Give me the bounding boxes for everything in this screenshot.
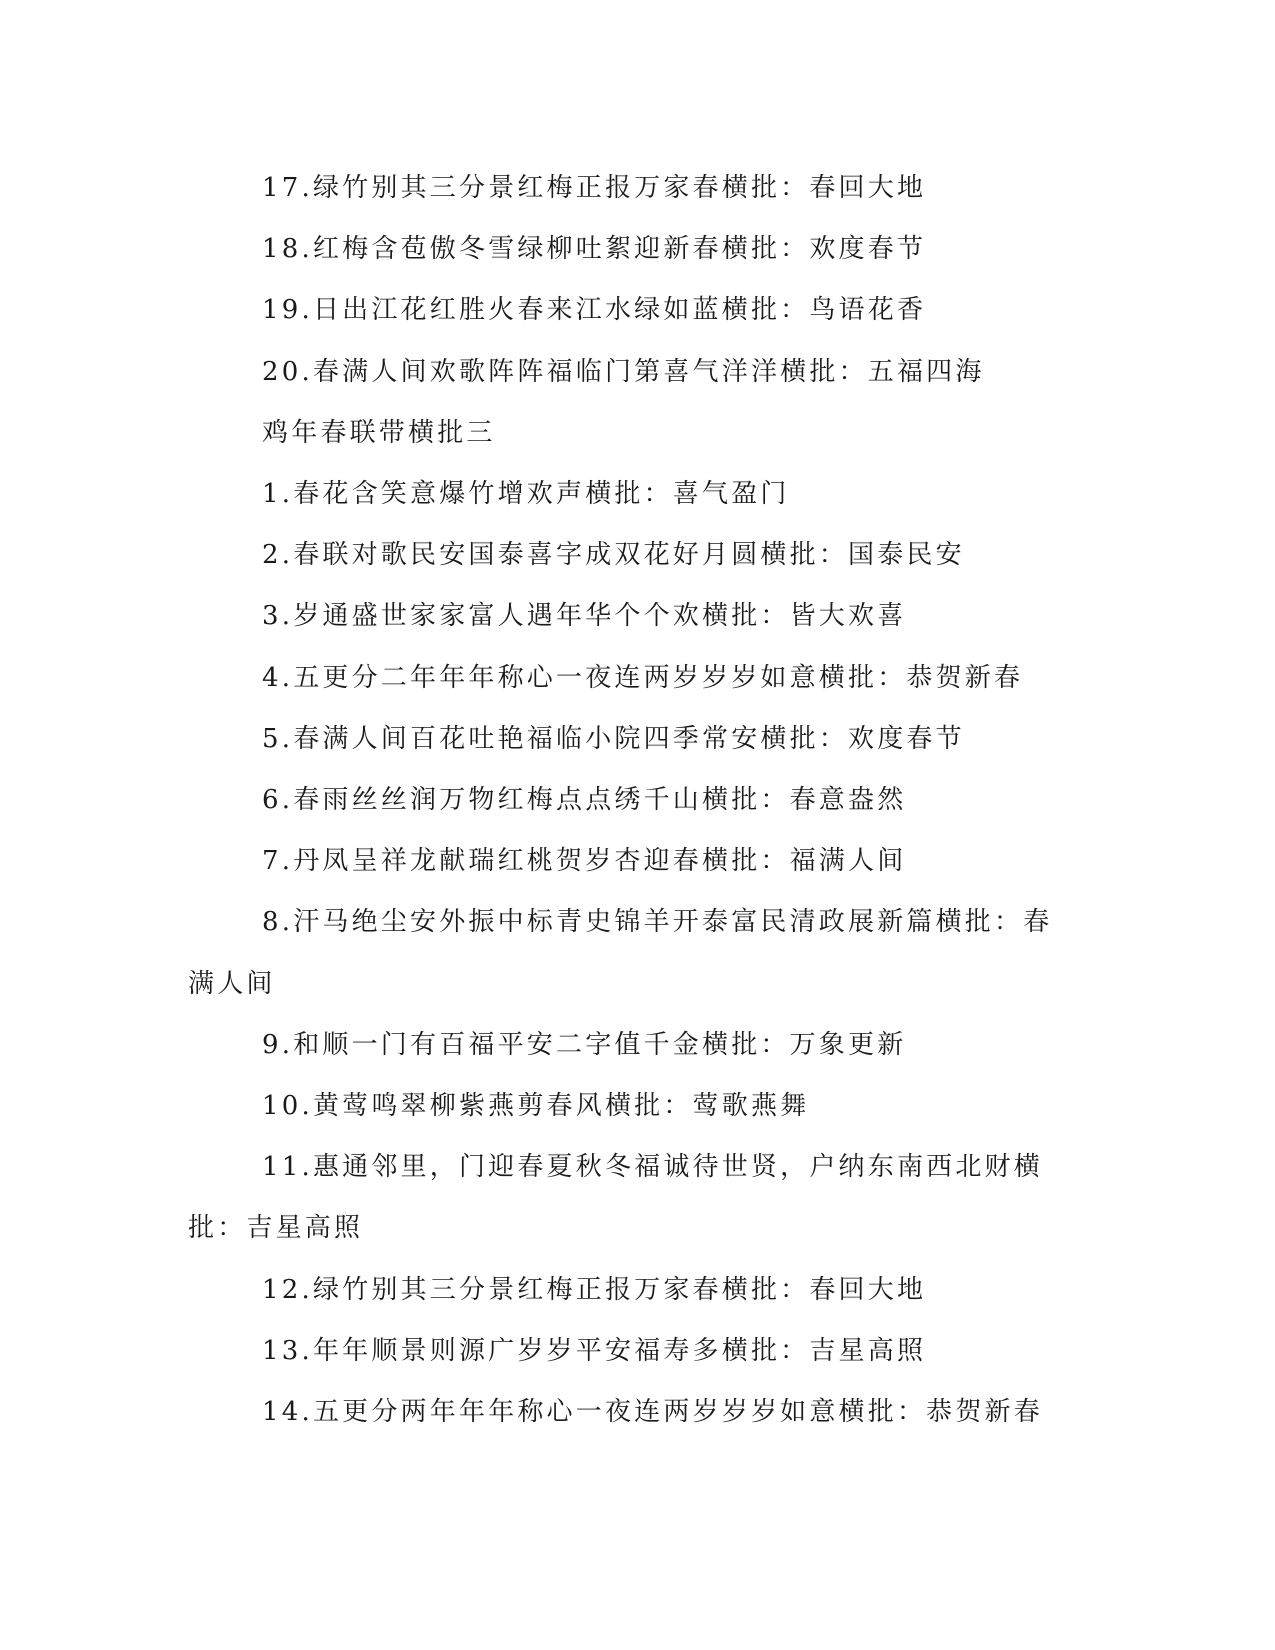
document-body — [188, 158, 1068, 1443]
paragraph-1: 1.春花含笑意爆竹增欢声横批：喜气盈门 — [262, 479, 790, 510]
paragraph-5: 5.春满人间百花吐艳福临小院四季常安横批：欢度春节 — [262, 723, 965, 754]
section-heading: 鸡年春联带横批三 — [262, 417, 496, 448]
paragraph-18: 18.红梅含苞傲冬雪绿柳吐絮迎新春横批：欢度春节 — [262, 234, 927, 265]
paragraph-10: 10.黄莺鸣翠柳紫燕剪春风横批：莺歌燕舞 — [262, 1091, 810, 1122]
paragraph-7: 7.丹凤呈祥龙献瑞红桃贺岁杏迎春横批：福满人间 — [262, 846, 907, 877]
paragraph-17: 17.绿竹别其三分景红梅正报万家春横批：春回大地 — [262, 173, 927, 203]
paragraph-11: 11.惠通邻里，门迎春夏秋冬福诚待世贤，户纳东南西北财横批：吉星高照 — [188, 1152, 1043, 1244]
paragraph-6: 6.春雨丝丝润万物红梅点点绣千山横批：春意盎然 — [262, 785, 907, 816]
paragraph-9: 9.和顺一门有百福平安二字值千金横批：万象更新 — [262, 1029, 907, 1060]
paragraph-13: 13.年年顺景则源广岁岁平安福寿多横批：吉星高照 — [262, 1335, 927, 1366]
paragraph-12: 12.绿竹别其三分景红梅正报万家春横批：春回大地 — [262, 1274, 927, 1305]
paragraph-3: 3.岁通盛世家家富人遇年华个个欢横批：皆大欢喜 — [262, 601, 907, 632]
paragraph-8: 8.汗马绝尘安外振中标青史锦羊开泰富民清政展新篇横批：春满人间 — [188, 907, 1053, 999]
paragraph-19: 19.日出江花红胜火春来江水绿如蓝横批：鸟语花香 — [262, 295, 927, 326]
paragraph-4: 4.五更分二年年年称心一夜连两岁岁岁如意横批：恭贺新春 — [262, 662, 1024, 693]
paragraph-2: 2.春联对歌民安国泰喜字成双花好月圆横批：国泰民安 — [262, 540, 965, 571]
paragraph-20: 20.春满人间欢歌阵阵福临门第喜气洋洋横批：五福四海 — [262, 356, 985, 387]
paragraph-14: 14.五更分两年年年称心一夜连两岁岁岁如意横批：恭贺新春 — [262, 1397, 1043, 1428]
